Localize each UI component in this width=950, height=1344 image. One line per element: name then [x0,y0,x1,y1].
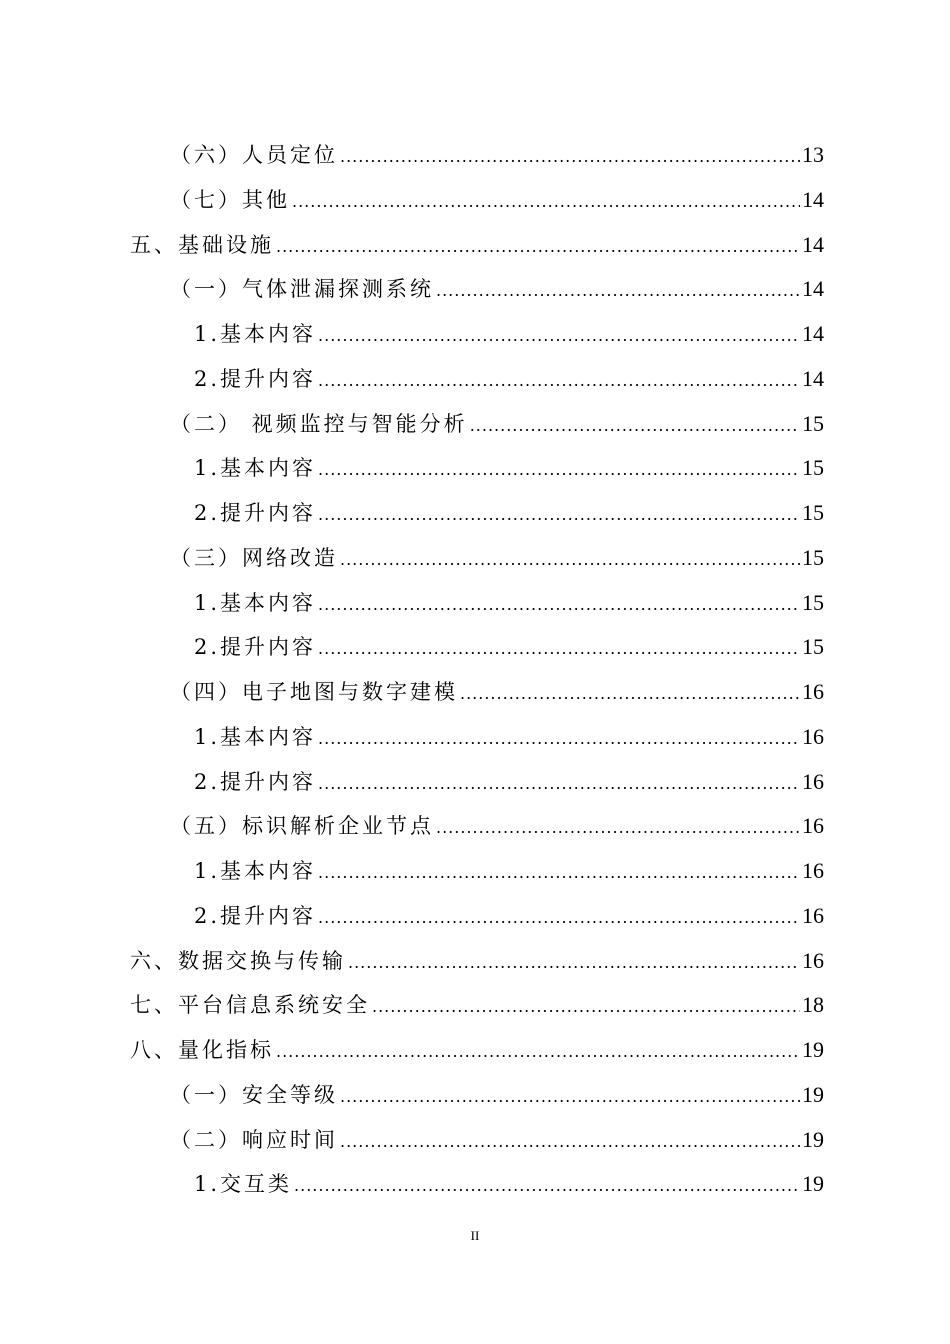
toc-entry-title: （二） 视频监控与智能分析 [170,411,468,436]
toc-entry-title: （一）安全等级 [170,1082,338,1107]
toc-entry[interactable] [0,536,950,581]
dot-leader [318,717,800,762]
toc-entry[interactable] [0,983,950,1028]
dot-leader [340,1120,800,1165]
toc-entry-title: （一）气体泄漏探测系统 [170,277,434,302]
toc-entry[interactable] [0,849,950,894]
dot-leader [318,896,800,941]
table-of-contents [0,133,950,1207]
toc-entry[interactable] [0,223,950,268]
toc-entry[interactable] [0,670,950,715]
toc-entry-page: 14 [802,231,824,257]
page-number: II [470,1228,480,1243]
dot-leader [348,941,800,986]
toc-entry-title: 1.基本内容 [194,724,317,749]
toc-entry-page: 14 [802,276,824,302]
toc-entry-page: 16 [802,902,824,928]
toc-entry-title: （五）标识解析企业节点 [170,814,434,839]
dot-leader [340,135,800,180]
toc-entry[interactable] [0,1118,950,1163]
dot-leader [318,314,800,359]
toc-entry[interactable] [0,715,950,760]
toc-entry-title: 六、数据交换与传输 [130,948,346,973]
dot-leader [318,583,800,628]
toc-entry-title: （七）其他 [170,187,290,212]
toc-entry-title: 五、基础设施 [130,232,274,257]
toc-entry[interactable] [0,894,950,939]
toc-entry-page: 15 [802,500,824,525]
toc-entry-page: 15 [802,634,824,660]
dot-leader [318,627,800,672]
toc-entry-title: 1.基本内容 [194,322,317,346]
toc-entry[interactable] [0,133,950,178]
toc-entry-page: 16 [802,679,824,704]
toc-entry[interactable] [0,804,950,849]
toc-entry-page: 15 [802,410,824,436]
dot-leader [372,985,800,1030]
dot-leader [292,180,800,225]
toc-entry-page: 19 [802,1037,824,1062]
toc-entry-title: 2.提升内容 [194,366,317,391]
toc-entry-page: 19 [802,1081,824,1107]
toc-entry[interactable] [0,1028,950,1073]
toc-entry[interactable] [0,760,950,805]
dot-leader [436,269,800,314]
dot-leader [276,1030,800,1075]
toc-entry-title: （三）网络改造 [170,545,338,570]
toc-entry-page: 19 [802,1171,824,1197]
toc-entry-page: 16 [802,768,824,794]
toc-entry-title: 2.提升内容 [194,501,317,525]
toc-entry-title: 1.基本内容 [194,590,317,615]
toc-entry-page: 16 [802,813,824,839]
toc-entry[interactable] [0,1162,950,1207]
toc-entry-title: 八、量化指标 [130,1038,274,1062]
dot-leader [318,851,800,896]
dot-leader [460,672,800,717]
toc-entry-title: 2.提升内容 [194,769,317,794]
toc-entry[interactable] [0,312,950,357]
dot-leader [340,538,800,583]
toc-entry[interactable] [0,491,950,536]
dot-leader [340,1075,800,1120]
toc-entry[interactable] [0,357,950,402]
toc-entry[interactable] [0,402,950,447]
toc-entry-page: 14 [802,186,824,212]
toc-entry-title: 2.提升内容 [194,635,317,660]
toc-entry-page: 19 [802,1126,824,1152]
toc-entry-title: 1.基本内容 [194,859,317,883]
toc-entry[interactable] [0,581,950,626]
toc-entry[interactable] [0,446,950,491]
dot-leader [470,404,800,449]
toc-entry[interactable] [0,1073,950,1118]
toc-entry-title: （二）响应时间 [170,1127,338,1152]
dot-leader [318,448,800,493]
toc-entry-title: （六）人员定位 [170,143,338,167]
dot-leader [318,493,800,538]
toc-entry-page: 14 [802,365,824,391]
dot-leader [318,359,800,404]
toc-entry-page: 15 [802,544,824,570]
toc-entry-page: 18 [802,992,824,1018]
toc-entry-title: 1.交互类 [194,1172,293,1197]
dot-leader [276,225,800,270]
toc-entry-page: 14 [802,321,824,346]
toc-entry-title: 1.基本内容 [194,456,317,481]
dot-leader [436,806,800,851]
toc-entry-page: 16 [802,723,824,749]
toc-entry[interactable] [0,939,950,984]
toc-entry-title: 2.提升内容 [194,903,317,928]
dot-leader [294,1164,800,1209]
toc-entry-page: 13 [802,142,824,167]
toc-entry-page: 15 [802,455,824,481]
dot-leader [318,762,800,807]
toc-entry[interactable] [0,178,950,223]
toc-entry[interactable] [0,625,950,670]
toc-entry-page: 15 [802,589,824,615]
toc-entry-page: 16 [802,858,824,883]
toc-entry-page: 16 [802,947,824,973]
toc-entry-title: 七、平台信息系统安全 [130,993,370,1018]
toc-entry-title: （四）电子地图与数字建模 [170,680,458,704]
toc-entry[interactable] [0,267,950,312]
